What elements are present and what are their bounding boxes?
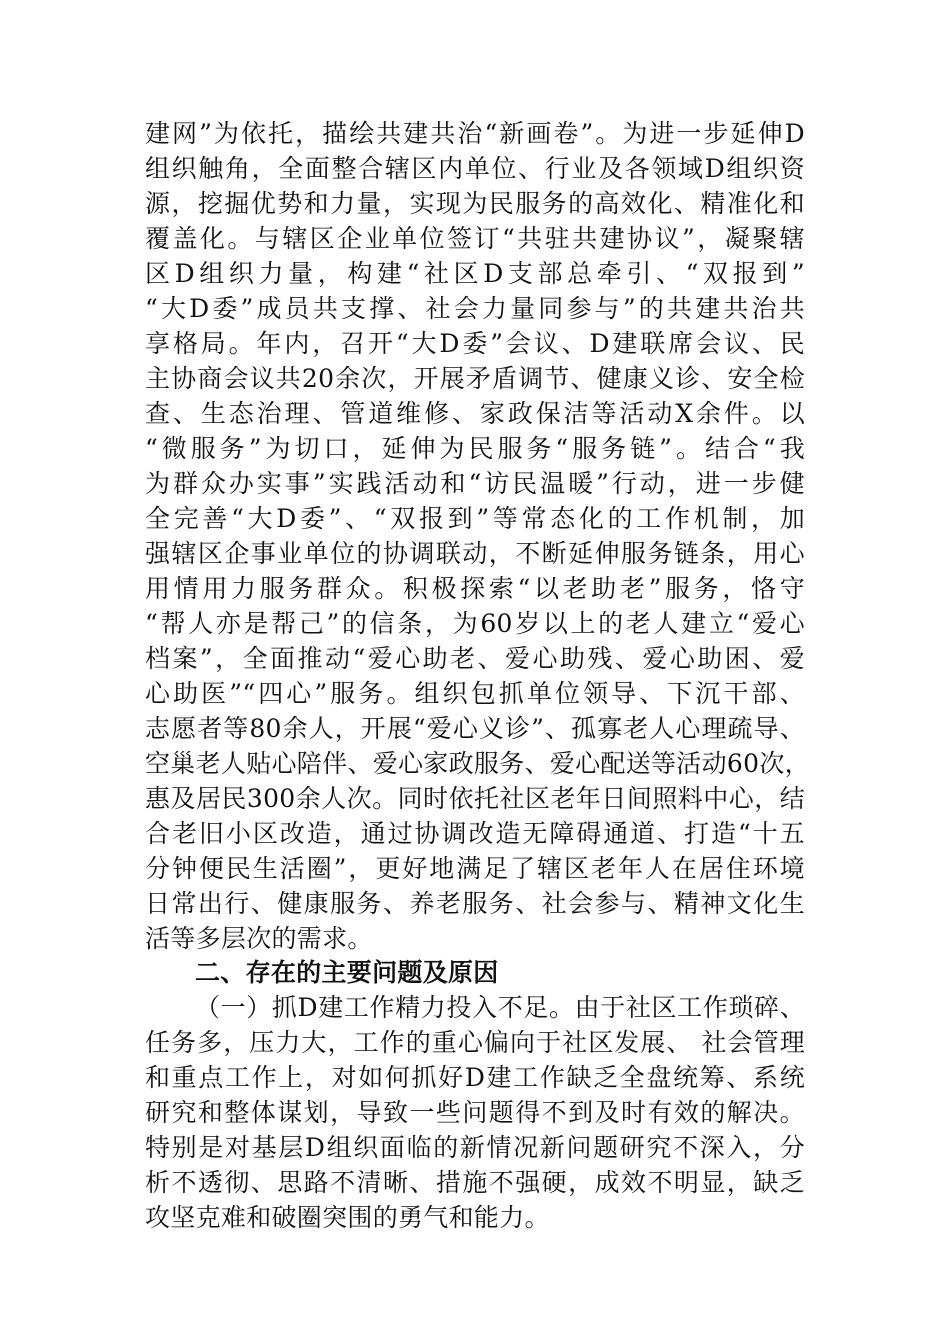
paragraph-line: 分钟便民生活圈”，更好地满足了辖区老年人在居住环境 xyxy=(145,854,805,883)
paragraph-line: “帮人亦是帮己”的信条，为60岁以上的老人建立“爱心 xyxy=(145,609,805,638)
paragraph-line: 主协商会议共20余次，开展矛盾调节、健康义诊、安全检 xyxy=(145,364,805,393)
paragraph-line: 覆盖化。与辖区企业单位签订“共驻共建协议”，凝聚辖 xyxy=(145,224,805,253)
paragraph-line: 心助医”“四心”服务。组织包抓单位领导、下沉干部、 xyxy=(145,679,805,708)
paragraph-line: 活等多层次的需求。 xyxy=(145,924,373,953)
paragraph-line: 源，挖掘优势和力量，实现为民服务的高效化、精准化和 xyxy=(145,189,805,218)
paragraph-line: 日常出行、健康服务、养老服务、社会参与、精神文化生 xyxy=(145,889,805,918)
paragraph-line: 用情用力服务群众。积极探索“以老助老”服务，恪守 xyxy=(145,574,805,603)
paragraph-line: 组织触角，全面整合辖区内单位、行业及各领域D组织资 xyxy=(145,154,805,183)
paragraph-line: 区D组织力量，构建“社区D支部总牵引、“双报到” xyxy=(145,259,805,288)
paragraph-line: 任务多，压力大，工作的重心偏向于社区发展、 社会管理 xyxy=(145,1028,805,1057)
paragraph-line: “大D委”成员共支撑、社会力量同参与”的共建共治共 xyxy=(145,294,805,323)
paragraph-line: 特别是对基层D组织面临的新情况新问题研究不深入，分 xyxy=(145,1133,805,1162)
paragraph-line: 研究和整体谋划，导致一些问题得不到及时有效的解决。 xyxy=(145,1098,805,1127)
paragraph-line: 惠及居民300余人次。同时依托社区老年日间照料中心，结 xyxy=(145,784,805,813)
paragraph-line: 档案”，全面推动“爱心助老、爱心助残、爱心助困、爱 xyxy=(145,644,805,673)
paragraph-line: 享格局。年内，召开“大D委”会议、D建联席会议、民 xyxy=(145,329,805,358)
paragraph-line: 攻坚克难和破圈突围的勇气和能力。 xyxy=(145,1203,550,1232)
paragraph-line: 全完善“大D委”、“双报到”等常态化的工作机制，加 xyxy=(145,504,805,533)
paragraph-line: “微服务”为切口，延伸为民服务“服务链”。结合“我 xyxy=(145,434,805,463)
paragraph-line: 合老旧小区改造，通过协调改造无障碍通道、打造“十五 xyxy=(145,819,805,848)
paragraph-line: 和重点工作上，对如何抓好D建工作缺乏全盘统筹、系统 xyxy=(145,1063,805,1092)
paragraph-line: 建网”为依托，描绘共建共治“新画卷”。为进一步延伸D xyxy=(145,119,805,148)
paragraph-line: （一）抓D建工作精力投入不足。由于社区工作琐碎、 xyxy=(195,993,805,1022)
paragraph-line: 为群众办实事”实践活动和“访民温暖”行动，进一步健 xyxy=(145,469,805,498)
paragraph-line: 强辖区企事业单位的协调联动，不断延伸服务链条，用心 xyxy=(145,539,805,568)
section-heading: 二、存在的主要问题及原因 xyxy=(195,958,499,987)
paragraph-line: 查、生态治理、管道维修、家政保洁等活动X余件。以 xyxy=(145,399,805,428)
paragraph-line: 志愿者等80余人，开展“爱心义诊”、孤寡老人心理疏导、 xyxy=(145,714,805,743)
paragraph-line: 析不透彻、思路不清晰、措施不强硬，成效不明显，缺乏 xyxy=(145,1168,805,1197)
paragraph-line: 空巢老人贴心陪伴、爱心家政服务、爱心配送等活动60次， xyxy=(145,749,810,778)
